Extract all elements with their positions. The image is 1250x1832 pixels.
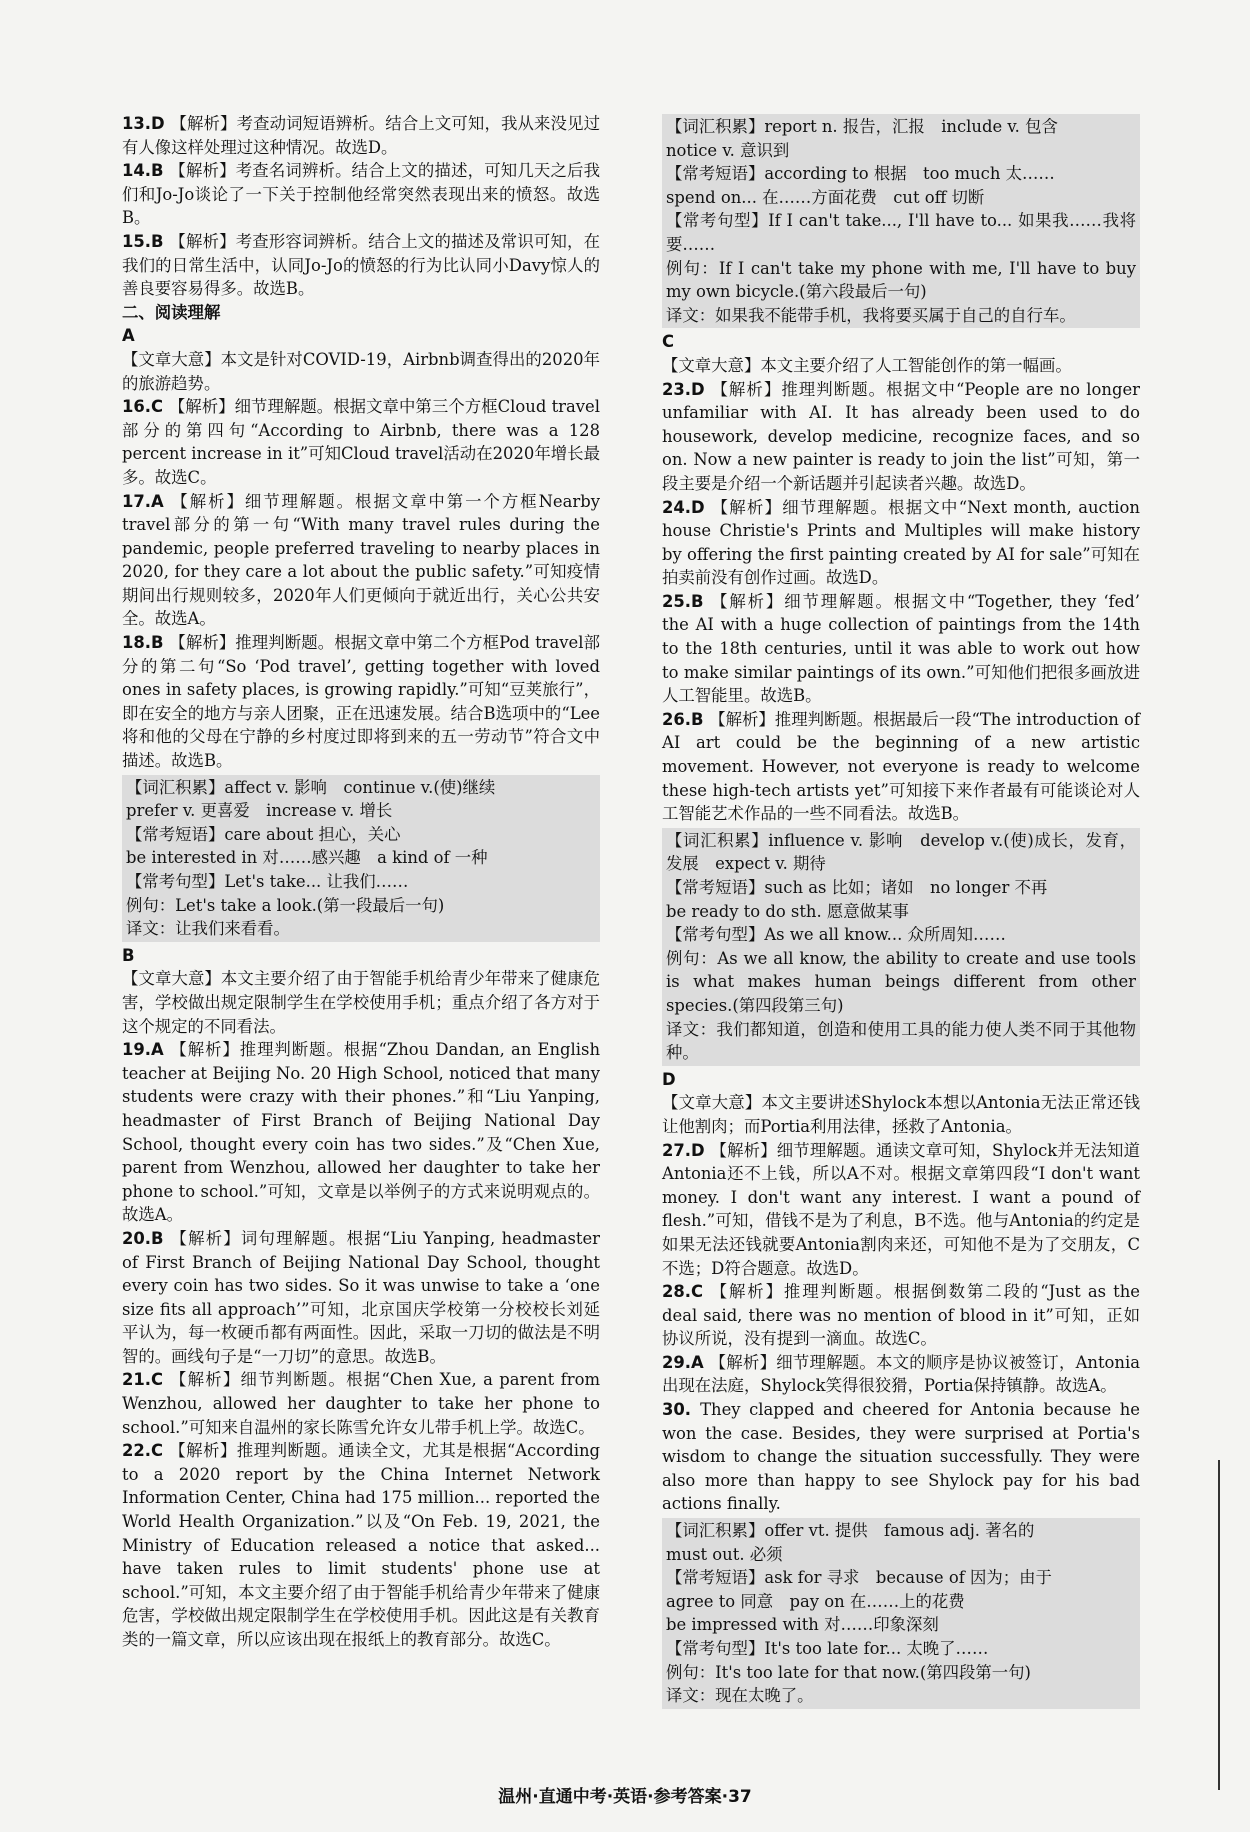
right-column <box>662 112 1140 1711</box>
vocabulary-box <box>662 1518 1140 1709</box>
vocabulary-line: agree to 同意 pay on 在……上的花费 <box>666 1591 965 1611</box>
vocabulary-line: 【常考句型】If I can't take..., I'll have to... 如果我……我将要…… <box>666 211 1136 254</box>
answer-text: 【解析】推理判断题。根据最后一段“The introduction of AI art could be the beginning of a new artistic movement. However, not everyone is ready to welcome these high-tech artists yet”可知接下来作者最有可能谈论对人工智能艺术作品的一些不同看法。故选B。 <box>662 709 1140 824</box>
answer-text: 【解析】推理判断题。根据文章中第二个方框Pod travel部分的第二句“So ‘Pod travel’, getting together with loved ones in safety places, is growing rapidly.”可知“豆荚旅行”，即在安全的地方与亲人团聚，正在迅速发展。结合B选项中的“Lee将和他的父母在宁静的乡村度过即将到来的五一劳动节”符合文中描述。故选B。 <box>122 633 600 771</box>
vocabulary-line: 译文：让我们来看看。 <box>126 919 290 939</box>
answer-text: 【解析】细节理解题。根据文章中第三个方框Cloud travel部分的第四句“According to Airbnb, there was a 128 percent increase in it”可知Cloud travel活动在2020年增长最多。故选C。 <box>122 397 600 487</box>
vocabulary-line: be interested in 对……感兴趣 a kind of 一种 <box>126 848 488 868</box>
vocabulary-line: 【常考句型】Let's take... 让我们…… <box>126 872 409 891</box>
answer-item <box>122 112 600 159</box>
question-number: 17.A <box>122 491 172 511</box>
answer-item <box>662 378 1140 496</box>
answer-item <box>122 159 600 230</box>
question-number: 30. <box>662 1400 701 1420</box>
answer-item <box>662 590 1140 708</box>
answer-text: They clapped and cheered for Antonia because he won the case. Besides, they were surprised at Portia's wisdom to change the situation successfully. They were also more than happy to see Shylock pay for his bad actions finally. <box>662 1400 1141 1514</box>
vocabulary-box <box>662 828 1140 1066</box>
answer-item <box>662 496 1140 590</box>
passage-label: C <box>662 332 675 352</box>
answer-item <box>662 1398 1140 1516</box>
question-number: 27.D <box>662 1140 711 1160</box>
answer-text: 【解析】细节理解题。本文的顺序是协议被签订，Antonia出现在法庭，Shylock笑得很狡猾，Portia保持镇静。故选A。 <box>662 1352 1140 1396</box>
answer-text: 【解析】推理判断题。根据“Zhou Dandan, an English teacher at Beijing No. 20 High School, noticed that many students were crazy with their phones.”和“Liu Yanping, headmaster of First Branch of Beijing National Day School, thought every coin has two sides.”及“Chen Xue, parent from Wenzhou, allowed her daughter to take her phone to school.”可知，文章是以举例子的方式来说明观点的。故选A。 <box>122 1040 601 1225</box>
passage-summary: 【文章大意】本文主要介绍了由于智能手机给青少年带来了健康危害，学校做出规定限制学生在学校使用手机；重点介绍了各方对于这个规定的不同看法。 <box>122 969 600 1036</box>
vocabulary-line: 【词汇积累】influence v. 影响 develop v.(使)成长，发育，发展 expect v. 期待 <box>666 830 1136 874</box>
answer-item <box>662 1139 1140 1281</box>
page-footer: 温州·直通中考·英语·参考答案·37 <box>498 1787 752 1807</box>
vocabulary-line: 【常考短语】such as 比如；诸如 no longer 不再 <box>666 878 1048 897</box>
vocabulary-line: 【常考短语】care about 担心，关心 <box>126 824 401 844</box>
vocabulary-line: 【常考句型】It's too late for... 太晚了…… <box>666 1639 989 1658</box>
question-number: 19.A <box>122 1040 171 1060</box>
vocabulary-line: 【常考短语】ask for 寻求 because of 因为；由于 <box>666 1568 1052 1588</box>
answer-item <box>662 708 1140 826</box>
vocabulary-box <box>122 775 600 942</box>
question-number: 28.C <box>662 1282 711 1302</box>
passage-label: D <box>662 1069 676 1089</box>
passage-summary: 【文章大意】本文是针对COVID-19，Airbnb调查得出的2020年的旅游趋势。 <box>122 349 600 393</box>
answer-item <box>122 230 600 301</box>
answer-item <box>122 1038 600 1227</box>
question-number: 23.D <box>662 379 712 399</box>
passage-label: A <box>122 326 135 346</box>
vocabulary-line: 【常考句型】As we all know... 众所周知…… <box>666 925 1006 945</box>
vocabulary-line: must out. 必须 <box>666 1544 783 1564</box>
question-number: 22.C <box>122 1441 170 1461</box>
answer-text: 【解析】推理判断题。通读全文，尤其是根据“According to a 2020 report by the China Internet Network Information Center, China had 175 million... reported the World Health Organization.”以及“On Feb. 19, 2021, the Ministry of Education released a notice that asked... have taken rules to limit students' phone use at school.”可知，本文主要介绍了由于智能手机给青少年带来了健康危害，学校做出规定限制学生在学校使用手机。因此这是有关教育类的一篇文章，所以应该出现在报纸上的教育部分。故选C。 <box>122 1441 600 1649</box>
passage-label: B <box>122 945 135 965</box>
answer-item <box>122 631 600 773</box>
answer-text: 【解析】细节判断题。根据“Chen Xue, a parent from Wenzhou, allowed her daughter to take her phone to school.”可知来自温州的家长陈雪允许女儿带手机上学。故选C。 <box>122 1370 600 1437</box>
answer-text: 【解析】考查名词辨析。结合上文的描述，可知几天之后我们和Jo-Jo谈论了一下关于控制他经常突然表现出来的愤怒。故选B。 <box>122 161 600 228</box>
answer-item <box>122 1227 600 1369</box>
vocabulary-line: 译文：如果我不能带手机，我将要买属于自己的自行车。 <box>666 305 1076 325</box>
vocabulary-line: be ready to do sth. 愿意做某事 <box>666 901 909 921</box>
question-number: 13.D <box>122 114 171 133</box>
vocabulary-line: 例句：Let's take a look.(第一段最后一句) <box>126 895 445 915</box>
margin-line <box>1218 1460 1220 1790</box>
vocabulary-line: 例句：As we all know, the ability to create and use tools is what makes human beings different from other species.(第四段第三句) <box>666 948 1136 1015</box>
question-number: 26.B <box>662 709 710 729</box>
answer-text: 【解析】推理判断题。根据文中“People are no longer unfamiliar with AI. It has already been used to do housework, develop medicine, recognize faces, and so on. Now a new painter is ready to join the list”可知，第一段主要是介绍一个新话题并引起读者兴趣。故选D。 <box>662 379 1140 493</box>
question-number: 21.C <box>122 1370 170 1390</box>
left-column <box>122 112 600 1652</box>
vocabulary-box <box>662 114 1140 328</box>
vocabulary-line: 译文：现在太晚了。 <box>666 1686 814 1706</box>
vocabulary-line: 【词汇积累】affect v. 影响 continue v.(使)继续 <box>126 777 496 797</box>
vocabulary-line: notice v. 意识到 <box>666 140 790 160</box>
answer-text: 【解析】考查形容词辨析。结合上文的描述及常识可知，在我们的日常生活中，认同Jo-Jo的愤怒的行为比认同小Davy惊人的善良要容易得多。故选B。 <box>122 231 600 299</box>
vocabulary-line: 例句：If I can't take my phone with me, I'll have to buy my own bicycle.(第六段最后一句) <box>666 258 1136 302</box>
question-number: 16.C <box>122 397 169 417</box>
passage-summary: 【文章大意】本文主要介绍了人工智能创作的第一幅画。 <box>662 355 1072 375</box>
vocabulary-line: spend on... 在……方面花费 cut off 切断 <box>666 187 985 207</box>
vocabulary-line: prefer v. 更喜爱 increase v. 增长 <box>126 801 393 821</box>
answer-item <box>662 1351 1140 1398</box>
question-number: 29.A <box>662 1352 710 1372</box>
section-heading: 二、阅读理解 <box>122 302 221 322</box>
answer-item <box>662 1280 1140 1351</box>
vocabulary-line: 【词汇积累】report n. 报告，汇报 include v. 包含 <box>666 117 1058 136</box>
answer-item <box>122 490 600 632</box>
answer-text: 【解析】考查动词短语辨析。结合上文可知，我从来没见过有人像这样处理过这种情况。故选D。 <box>122 114 600 157</box>
answer-text: 【解析】词句理解题。根据“Liu Yanping, headmaster of First Branch of Beijing National Day School, thought every coin has two sides. So it was unwise to take a ‘one size fits all approach’”可知，北京国庆学校第一分校校长刘延平认为，每一枚硬币都有两面性。因此，采取一刀切的做法是不明智的。画线句子是“一刀切”的意思。故选B。 <box>122 1228 600 1366</box>
question-number: 18.B <box>122 633 170 653</box>
passage-summary: 【文章大意】本文主要讲述Shylock本想以Antonia无法正常还钱让他割肉；而Portia利用法律，拯救了Antonia。 <box>662 1093 1140 1136</box>
answer-text: 【解析】细节理解题。根据文章中第一个方框Nearby travel部分的第一句“With many travel rules during the pandemic, people preferred traveling to nearby places in 2020, for they care a lot about the public safety.”可知疫情期间出行规则较多，2020年人们更倾向于就近出行，关心公共安全。故选A。 <box>122 491 600 629</box>
answer-item <box>122 1439 600 1651</box>
vocabulary-line: 例句：It's too late for that now.(第四段第一句) <box>666 1662 1031 1682</box>
answer-text: 【解析】细节理解题。通读文章可知，Shylock并无法知道Antonia还不上钱，所以A不对。根据文章第四段“I don't want money. I don't want any interest. I want a pound of flesh.”可知，借钱不是为了利息，B不选。他与Antonia的约定是如果无法还钱就要Antonia割肉来还，可知他不是为了交朋友，C不选；D符合题意。故选D。 <box>662 1140 1140 1278</box>
question-number: 25.B <box>662 591 712 611</box>
answer-item <box>122 1368 600 1439</box>
answer-text: 【解析】细节理解题。根据文中“Together, they ‘fed’ the AI with a huge collection of paintings from the 14th to the 18th centuries, until it was able to work out how to make similar paintings of its own.”可知他们把很多画放进人工智能里。故选B。 <box>662 591 1140 706</box>
vocabulary-line: be impressed with 对……印象深刻 <box>666 1615 939 1635</box>
question-number: 15.B <box>122 231 170 251</box>
answer-item <box>122 395 600 489</box>
answer-text: 【解析】推理判断题。根据倒数第二段的“Just as the deal said, there was no mention of blood in it”可知，正如协议所说，没有提到一滴血。故选C。 <box>662 1282 1140 1349</box>
vocabulary-line: 【词汇积累】offer vt. 提供 famous adj. 著名的 <box>666 1521 1035 1541</box>
vocabulary-line: 【常考短语】according to 根据 too much 太…… <box>666 164 1055 184</box>
question-number: 24.D <box>662 497 712 517</box>
question-number: 20.B <box>122 1228 171 1248</box>
question-number: 14.B <box>122 161 170 181</box>
answer-text: 【解析】细节理解题。根据文中“Next month, auction house Christie's Prints and Multiples will make history by offering the first painting created by AI for sale”可知在拍卖前没有创作过画。故选D。 <box>662 497 1140 588</box>
vocabulary-line: 译文：我们都知道，创造和使用工具的能力使人类不同于其他物种。 <box>666 1019 1136 1063</box>
